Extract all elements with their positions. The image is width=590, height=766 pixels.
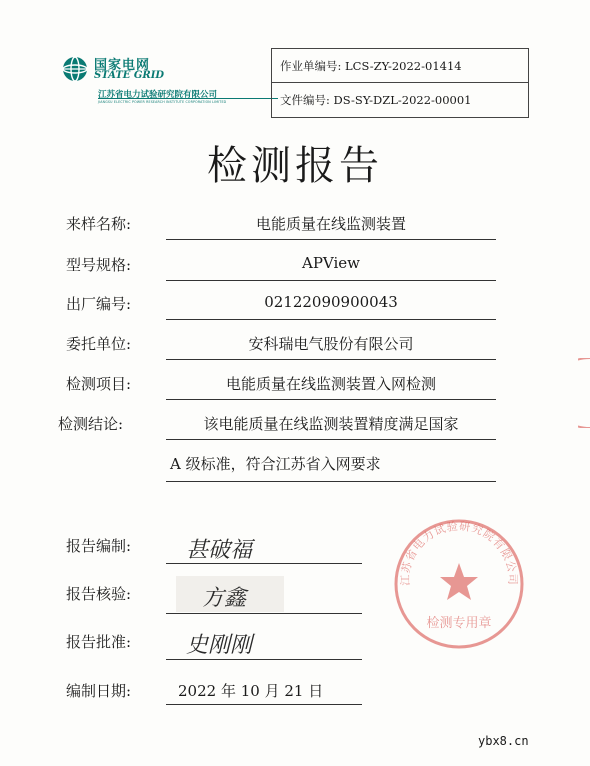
- date-underline: [166, 704, 362, 705]
- work-order-number: 作业单编号: LCS-ZY-2022-01414: [280, 59, 462, 73]
- client-underline: [166, 359, 496, 360]
- client-value: 安科瑞电气股份有限公司: [248, 335, 414, 353]
- serial-underline: [166, 319, 496, 320]
- seal-center-text: 检测专用章: [426, 616, 492, 631]
- site-watermark: ybx8.cn: [478, 734, 529, 748]
- seal-star-icon: [440, 563, 478, 600]
- date-value: 2022 年 10 月 21 日: [178, 682, 324, 700]
- id-box-divider: [272, 82, 528, 83]
- conclusion-line-2: A 级标准，符合江苏省入网要求: [170, 455, 381, 473]
- sample-name-underline: [166, 239, 496, 240]
- compiled-by-underline: [166, 563, 362, 564]
- seal-ring-text: 江苏省电力试验研究院有限公司: [398, 519, 520, 586]
- serial-label: 出厂编号:: [66, 295, 132, 313]
- conclusion-underline-1: [166, 439, 496, 440]
- edge-seal-fragment: [578, 358, 590, 428]
- sample-name-value: 电能质量在线监测装置: [255, 215, 406, 233]
- org-name-en: STATE GRID: [94, 70, 165, 81]
- file-number: 文件编号: DS-SY-DZL-2022-00001: [280, 93, 472, 107]
- approved-by-underline: [166, 659, 362, 660]
- model-label: 型号规格:: [66, 256, 132, 274]
- logo-divider: [98, 98, 278, 99]
- institute-name-en: JIANGSU ELECTRIC POWER RESEARCH INSTITUTE CORPORATION LIMITED: [98, 100, 227, 104]
- model-value: APView: [301, 254, 360, 272]
- state-grid-logo: [62, 52, 262, 108]
- official-seal-stamp: [392, 517, 526, 651]
- org-name-cn: 国家电网: [94, 58, 151, 73]
- conclusion-label: 检测结论:: [58, 415, 124, 433]
- sample-name-label: 来样名称:: [66, 215, 132, 233]
- checked-by-signature: 方鑫: [202, 586, 247, 611]
- checked-by-underline: [166, 613, 362, 614]
- test-item-underline: [166, 399, 496, 400]
- compiled-by-label: 报告编制:: [66, 537, 132, 555]
- compiled-by-signature: 甚破福: [186, 538, 253, 563]
- report-title: 检测报告: [207, 143, 383, 189]
- approved-by-label: 报告批准:: [66, 633, 132, 651]
- institute-name-cn: 江苏省电力试验研究院有限公司: [98, 90, 218, 100]
- test-item-label: 检测项目:: [66, 375, 132, 393]
- approved-by-signature: 史刚刚: [186, 633, 253, 658]
- client-label: 委托单位:: [66, 335, 132, 353]
- checked-by-label: 报告核验:: [66, 585, 132, 603]
- serial-value: 02122090900043: [264, 293, 398, 311]
- conclusion-line-1: 该电能质量在线监测装置精度满足国家: [203, 415, 459, 433]
- state-grid-emblem-icon: [62, 56, 88, 82]
- conclusion-underline-2: [166, 481, 496, 482]
- model-underline: [166, 280, 496, 281]
- date-label: 编制日期:: [66, 682, 132, 700]
- document-id-box: [271, 48, 529, 118]
- test-item-value: 电能质量在线监测装置入网检测: [225, 375, 436, 393]
